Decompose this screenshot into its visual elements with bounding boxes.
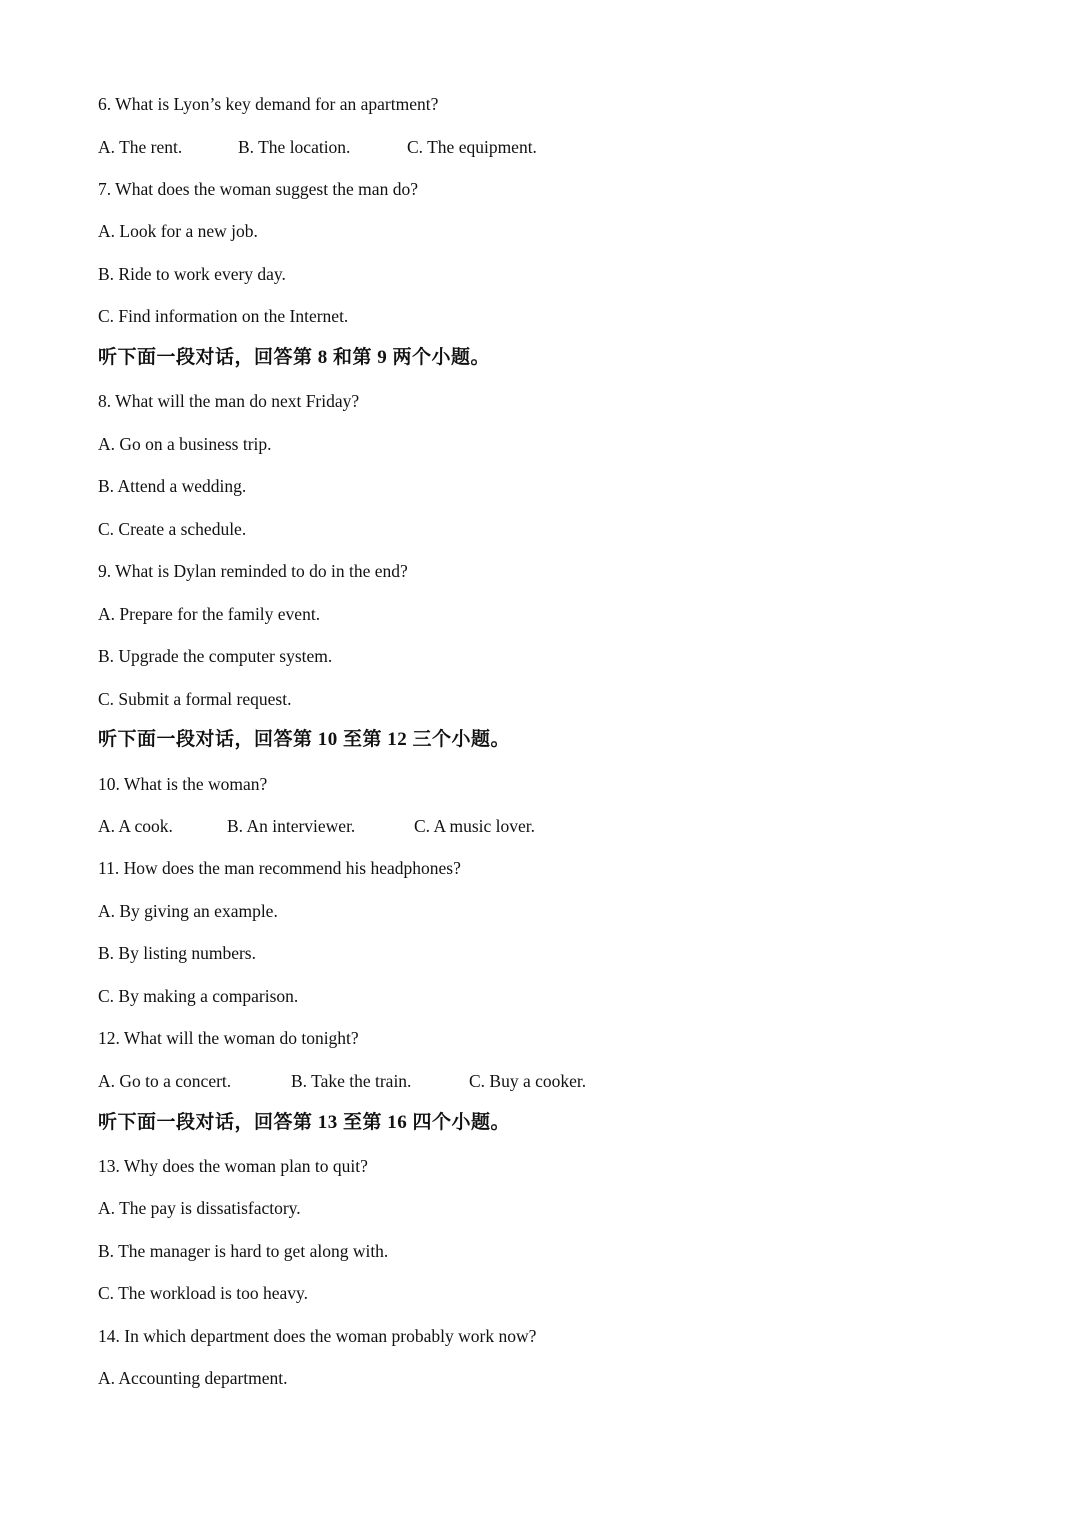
q8-option-b: B. Attend a wedding. (98, 476, 247, 496)
q11-option-c: C. By making a comparison. (98, 986, 299, 1006)
section-heading-8-9: 听下面一段对话，回答第 8 和第 9 两个小题。 (98, 347, 491, 368)
q11-option-b: B. By listing numbers. (98, 943, 256, 963)
q10-option-b: B. An interviewer. (227, 816, 356, 836)
q8-option-c: C. Create a schedule. (98, 519, 247, 539)
q7-option-a: A. Look for a new job. (98, 221, 258, 241)
q9-option-b: B. Upgrade the computer system. (98, 646, 333, 666)
q12-option-c: C. Buy a cooker. (469, 1071, 587, 1091)
q6-option-b: B. The location. (238, 137, 351, 157)
q9-option-c: C. Submit a formal request. (98, 689, 292, 709)
q13-option-c: C. The workload is too heavy. (98, 1283, 308, 1303)
q9-option-a: A. Prepare for the family event. (98, 604, 321, 624)
q12-option-b: B. Take the train. (291, 1071, 412, 1091)
q10-option-a: A. A cook. (98, 816, 173, 836)
question-11: 11. How does the man recommend his headphones? (98, 858, 461, 878)
q10-option-c: C. A music lover. (414, 816, 536, 836)
question-10: 10. What is the woman? (98, 774, 268, 794)
q8-option-a: A. Go on a business trip. (98, 434, 272, 454)
question-6: 6. What is Lyon’s key demand for an apartment? (98, 94, 439, 114)
q14-option-a: A. Accounting department. (98, 1368, 288, 1388)
question-8: 8. What will the man do next Friday? (98, 391, 360, 411)
q6-option-c: C. The equipment. (407, 137, 537, 157)
question-13: 13. Why does the woman plan to quit? (98, 1156, 368, 1176)
q13-option-b: B. The manager is hard to get along with. (98, 1241, 389, 1261)
section-heading-13-16: 听下面一段对话，回答第 13 至第 16 四个小题。 (98, 1112, 511, 1133)
q13-option-a: A. The pay is dissatisfactory. (98, 1198, 301, 1218)
question-9: 9. What is Dylan reminded to do in the end? (98, 561, 408, 581)
q12-option-a: A. Go to a concert. (98, 1071, 232, 1091)
question-12: 12. What will the woman do tonight? (98, 1028, 359, 1048)
q11-option-a: A. By giving an example. (98, 901, 278, 921)
q7-option-c: C. Find information on the Internet. (98, 306, 349, 326)
q7-option-b: B. Ride to work every day. (98, 264, 286, 284)
q6-option-a: A. The rent. (98, 137, 183, 157)
section-heading-10-12: 听下面一段对话，回答第 10 至第 12 三个小题。 (98, 729, 511, 750)
question-14: 14. In which department does the woman probably work now? (98, 1326, 537, 1346)
question-7: 7. What does the woman suggest the man do? (98, 179, 418, 199)
